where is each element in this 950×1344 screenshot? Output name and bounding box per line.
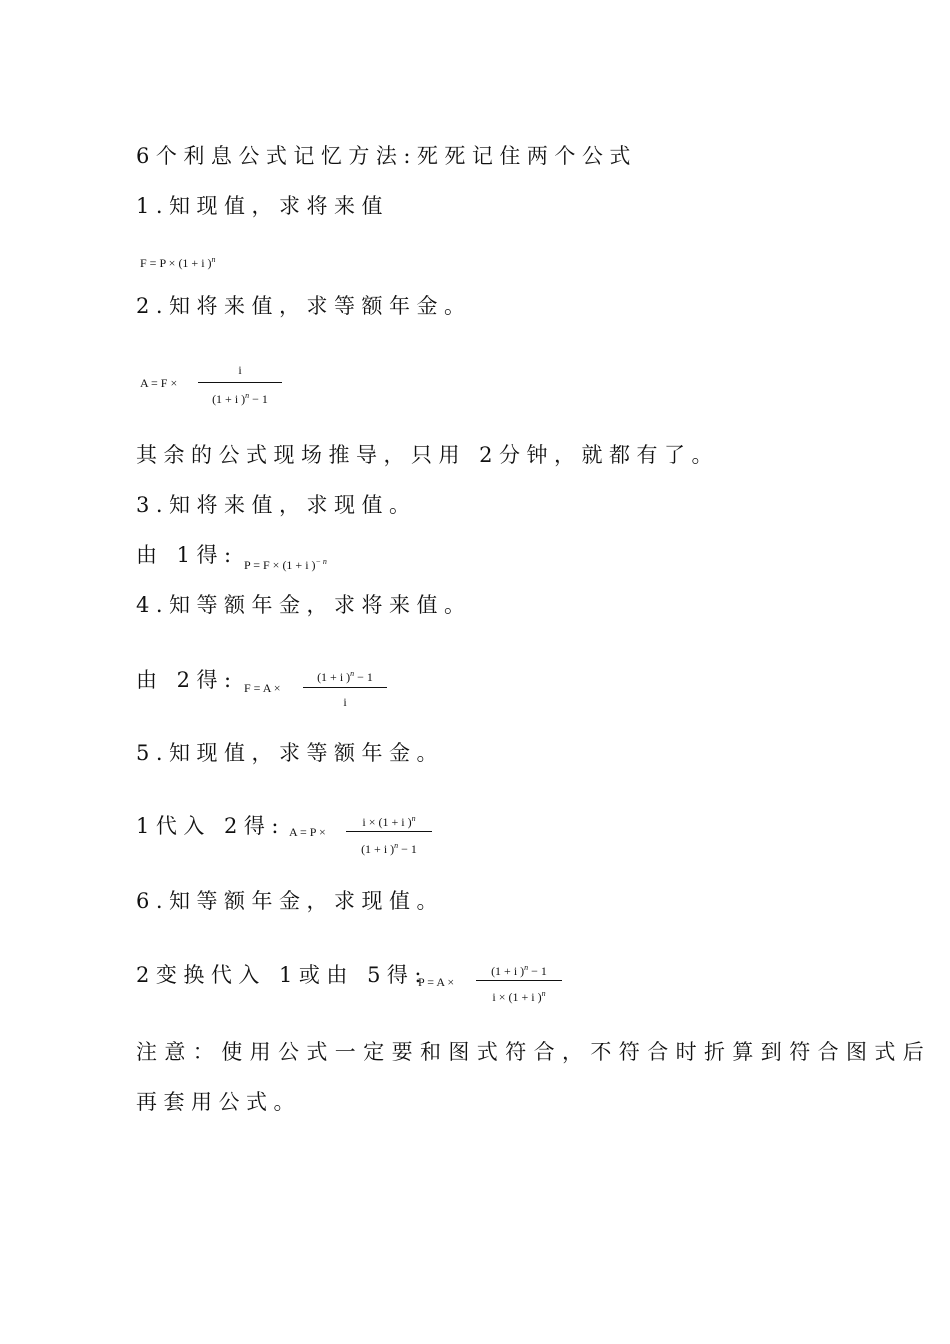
formula-4-num-base: (1 + i )	[317, 670, 351, 684]
item-6-derivation-prefix: 2变换代入 1或由 5得:	[136, 963, 429, 987]
item-2-heading: 2.知将来值，求等额年金。	[136, 294, 472, 318]
formula-5-numerator	[346, 815, 432, 828]
formula-4-num-tail: − 1	[354, 670, 373, 684]
formula-5-den-tail: − 1	[398, 842, 417, 856]
formula-1	[140, 256, 216, 269]
formula-5-denominator	[346, 842, 432, 855]
item-3-heading: 3.知将来值，求现值。	[136, 493, 417, 517]
formula-5-fraction	[346, 815, 432, 859]
formula-4-numerator	[303, 670, 387, 683]
formula-2-den-exponent: n	[245, 391, 250, 400]
formula-5-fraction-bar	[346, 831, 432, 832]
formula-4-fraction	[303, 670, 387, 714]
formula-6-den-exponent: n	[541, 989, 546, 998]
item-5-heading: 5.知现值，求等额年金。	[136, 741, 445, 765]
formula-6-num-exponent: n	[524, 963, 529, 972]
formula-6-fraction-bar	[476, 980, 562, 981]
formula-6-fraction	[476, 964, 562, 1008]
formula-1-exponent: n	[211, 255, 216, 264]
other-formulas-note: 其余的公式现场推导，只用 2分钟，就都有了。	[136, 443, 720, 467]
formula-2-den-tail: − 1	[249, 392, 268, 406]
formula-2-fraction	[198, 364, 282, 408]
item-4-heading: 4.知等额年金，求将来值。	[136, 593, 472, 617]
formula-3-body: P = F × (1 + i )	[244, 558, 316, 572]
item-1-heading: 1.知现值，求将来值	[136, 194, 390, 218]
formula-2-denominator	[198, 392, 282, 405]
formula-6-den-base: i × (1 + i )	[492, 990, 542, 1004]
formula-1-body: F = P × (1 + i )	[140, 256, 212, 270]
formula-6-num-tail: − 1	[528, 964, 547, 978]
note-line-1: 注意：使用公式一定要和图式符合，不符合时折算到符合图式后	[136, 1040, 932, 1064]
formula-3-exponent: − n	[315, 557, 327, 566]
item-3-derivation-prefix: 由 1得:	[136, 543, 238, 567]
formula-6-lhs: P = A ×	[418, 975, 455, 989]
note-line-2: 再套用公式。	[136, 1090, 301, 1114]
formula-3	[244, 558, 327, 571]
formula-4-lhs: F = A ×	[244, 681, 281, 695]
formula-2-den-base: (1 + i )	[212, 392, 246, 406]
formula-4-fraction-bar	[303, 687, 387, 688]
formula-4-num-exponent: n	[350, 669, 355, 678]
formula-2-fraction-bar	[198, 382, 282, 383]
item-4-derivation-prefix: 由 2得:	[136, 668, 238, 692]
formula-6-num-base: (1 + i )	[491, 964, 525, 978]
item-5-derivation-prefix: 1代入 2得:	[136, 814, 285, 838]
formula-5-den-exponent: n	[394, 841, 399, 850]
page-title: 6个利息公式记忆方法:死死记住两个公式	[136, 144, 637, 168]
formula-4-denominator: i	[343, 695, 347, 709]
formula-5-num-base: i × (1 + i )	[362, 815, 412, 829]
formula-5-lhs: A = P ×	[289, 825, 326, 839]
formula-2-numerator: i	[238, 363, 242, 377]
formula-6-denominator	[476, 990, 562, 1003]
item-6-heading: 6.知等额年金，求现值。	[136, 889, 445, 913]
formula-6-numerator	[476, 964, 562, 977]
formula-5-den-base: (1 + i )	[361, 842, 395, 856]
formula-5-num-exponent: n	[411, 814, 416, 823]
formula-2-lhs: A = F ×	[140, 376, 178, 390]
